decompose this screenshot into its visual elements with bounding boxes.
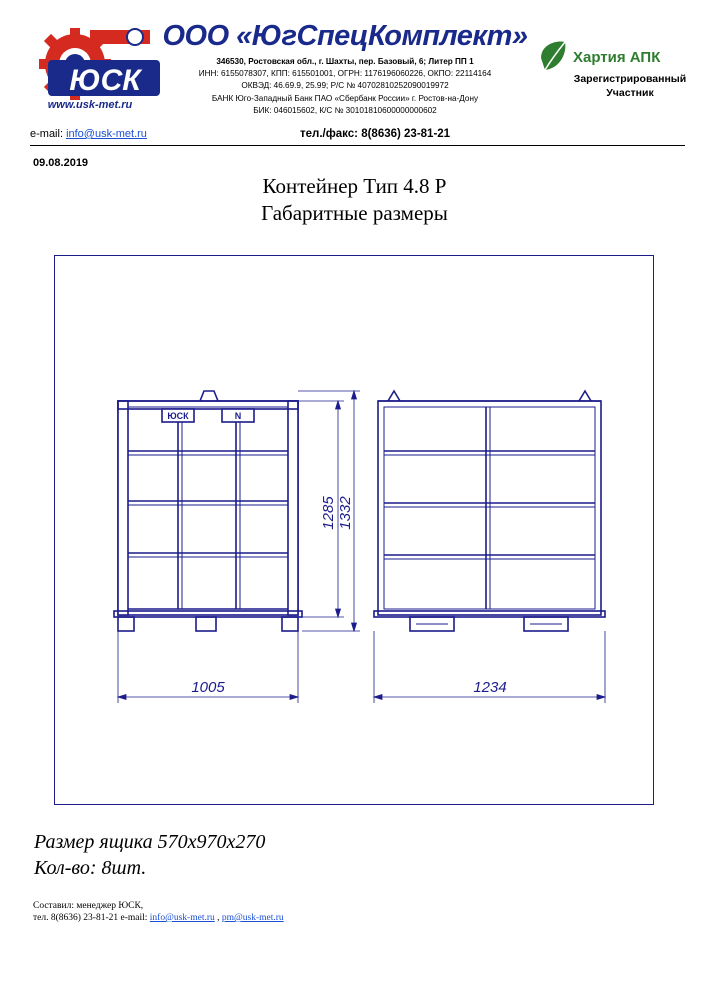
company-address: 346530, Ростовская обл., г. Шахты, пер. Базовый, 6; Литер ПП 1 (216, 57, 474, 66)
technical-drawing (54, 255, 654, 805)
logo-url: www.usk-met.ru (47, 99, 133, 111)
front-plate-right: N (234, 411, 242, 421)
company-logo (30, 22, 165, 117)
front-view (114, 391, 302, 631)
footer-separator: , (214, 913, 222, 923)
quantity-note: Кол-во: 8шт. (34, 857, 147, 879)
email-label: e-mail: (30, 128, 67, 140)
phone-fax: тел./факс: 8(8636) 23-81-21 (300, 128, 451, 140)
dim-height-inner: 1285 (320, 496, 337, 530)
company-bank: БАНК Юго-Западный Банк ПАО «Сбербанк России» г. Ростов-на-Дону (211, 93, 479, 103)
dim-front-width: 1005 (191, 679, 225, 696)
document-date: 09.08.2019 (33, 157, 89, 169)
dimension-lines (118, 391, 605, 703)
charter-caption-line2: Участник (606, 87, 654, 99)
company-bik: БИК: 046015602, К/С № 30101810600000000602 (253, 105, 437, 115)
footer-email-pm[interactable]: pm@usk-met.ru (221, 913, 284, 923)
charter-caption (560, 72, 700, 100)
leaf-icon (541, 42, 565, 70)
footer-contacts (33, 913, 284, 923)
logo-text: ЮСК (69, 64, 141, 97)
dim-side-width: 1234 (473, 679, 507, 696)
company-name: ООО «ЮгСпецКомплект» (162, 20, 528, 52)
document-subtitle: Габаритные размеры (261, 201, 448, 225)
header-divider (30, 145, 685, 146)
footer-composed: Составил: менеджер ЮСК, (33, 901, 144, 911)
dim-height-outer: 1332 (337, 496, 354, 530)
company-requisites (160, 56, 530, 117)
box-size-note: Размер ящика 570х970х270 (34, 831, 266, 853)
document-title: Контейнер Тип 4.8 Р (262, 174, 447, 198)
email-contact (30, 128, 147, 140)
charter-name: Хартия АПК (573, 49, 661, 66)
side-view (374, 391, 605, 631)
charter-caption-line1: Зарегистрированный (573, 73, 687, 85)
footer-contacts-prefix: тел. 8(8636) 23-81-21 e-mail: (33, 913, 150, 923)
footer-email-info[interactable]: info@usk-met.ru (149, 913, 215, 923)
company-okved: ОКВЭД: 46.69.9, 25.99; Р/С № 40702810252090019972 (241, 81, 449, 91)
front-plate-left: ЮСК (167, 411, 189, 421)
email-link[interactable]: info@usk-met.ru (66, 128, 147, 140)
company-inn: ИНН: 6155078307, КПП: 615501001, ОГРН: 1176196060226, ОКПО: 22114164 (198, 69, 492, 79)
